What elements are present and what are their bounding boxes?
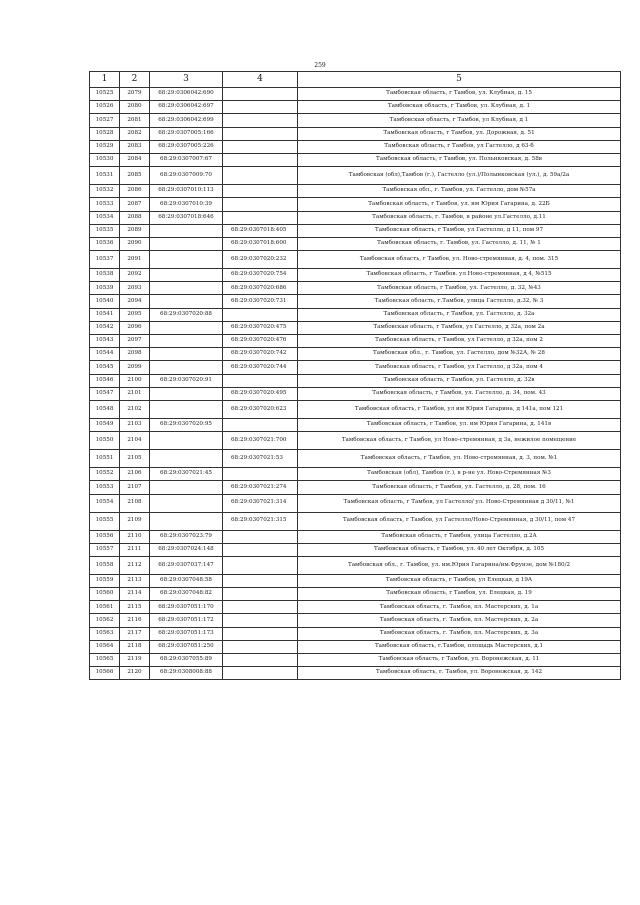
table-row	[90, 588, 621, 601]
premises-cadastral-number-cell	[223, 127, 298, 140]
cadastral-number-cell	[150, 295, 223, 308]
object-id-cell: 2117	[120, 627, 150, 640]
row-number-cell: 10542	[90, 321, 120, 334]
table-row	[90, 348, 621, 361]
object-id-cell: 2097	[120, 335, 150, 348]
row-number-cell: 10538	[90, 269, 120, 282]
address-cell: Тамбовская область, г Тамбов, улица Гастелло, д.2А	[298, 530, 621, 543]
premises-cadastral-number-cell	[223, 468, 298, 481]
address-cell: Тамбовская область, г Тамбов, ул. Воронежская, д. 11	[298, 654, 621, 667]
row-number-cell: 10563	[90, 627, 120, 640]
object-id-cell: 2095	[120, 308, 150, 321]
premises-cadastral-number-cell: 68:29:0307018:600	[223, 237, 298, 250]
row-number-cell: 10553	[90, 481, 120, 494]
object-id-cell: 2105	[120, 450, 150, 468]
row-number-cell: 10532	[90, 185, 120, 198]
address-cell: Тамбовская область, г Тамбов, ул. Ново-стремянная, д. 4, пом. 315	[298, 251, 621, 269]
cadastral-number-cell: 68:29:0307009:70	[150, 167, 223, 185]
cadastral-number-cell: 68:29:0306042:699	[150, 114, 223, 127]
address-cell: Тамбовская область, г Тамбов, ул. Гастелло, д. 32, №43	[298, 282, 621, 295]
address-cell: Тамбовская область, г Тамбов, ул Ново-стремянная, д 3а, нежилое помещение	[298, 432, 621, 450]
cadastral-number-cell	[150, 335, 223, 348]
table-row	[90, 308, 621, 321]
premises-cadastral-number-cell	[223, 574, 298, 587]
table-row	[90, 237, 621, 250]
row-number-cell: 10526	[90, 101, 120, 114]
premises-cadastral-number-cell	[223, 640, 298, 653]
address-cell: Тамбовская обл., г. Тамбов, ул. Гастелло, дом №57а	[298, 185, 621, 198]
table-row	[90, 295, 621, 308]
object-id-cell: 2108	[120, 494, 150, 512]
cadastral-number-cell	[150, 400, 223, 418]
object-id-cell: 2090	[120, 237, 150, 250]
row-number-cell: 10550	[90, 432, 120, 450]
cadastral-number-cell: 68:29:0307055:89	[150, 654, 223, 667]
address-cell: Тамбовская область, г Тамбов, ул. 40 лет Октября, д. 105	[298, 543, 621, 556]
address-cell: Тамбовская область, г Тамбов, ул Елецкая, д 19А	[298, 574, 621, 587]
table-row	[90, 400, 621, 418]
address-cell: Тамбовская область, г. Тамбов, пл. Мастерских, д. 2а	[298, 614, 621, 627]
object-id-cell: 2083	[120, 140, 150, 153]
table-row	[90, 198, 621, 211]
table-row	[90, 269, 621, 282]
table-row	[90, 627, 621, 640]
address-cell: Тамбовская область, г Тамбов, ул им Юрия Гагарина, д 141а, пом 121	[298, 400, 621, 418]
address-cell: Тамбовская область, г. Тамбов, ул. Гастелло, д. 11, № 1	[298, 237, 621, 250]
premises-cadastral-number-cell	[223, 185, 298, 198]
cadastral-number-cell: 68:29:0307024:148	[150, 543, 223, 556]
table-row	[90, 640, 621, 653]
row-number-cell: 10554	[90, 494, 120, 512]
object-id-cell: 2086	[120, 185, 150, 198]
address-cell: Тамбовская область, г Тамбов, ул Гастелло, д 11, пом 97	[298, 224, 621, 237]
cadastral-number-cell: 68:29:0307020:88	[150, 308, 223, 321]
cadastral-number-cell: 68:29:0307051:250	[150, 640, 223, 653]
object-id-cell: 2091	[120, 251, 150, 269]
table-row	[90, 335, 621, 348]
table-row	[90, 374, 621, 387]
cadastral-number-cell	[150, 450, 223, 468]
address-cell: Тамбовская область, г Тамбов, ул. Ново-стремянная, д. 3, пом. №1	[298, 450, 621, 468]
cadastral-number-cell	[150, 387, 223, 400]
address-cell: Тамбовская область, г Тамбов, ул Гастелло/Ново-Стремянная, д 30/11, пом 47	[298, 512, 621, 530]
row-number-cell: 10545	[90, 361, 120, 374]
table-row	[90, 282, 621, 295]
row-number-cell: 10540	[90, 295, 120, 308]
cadastral-number-cell	[150, 348, 223, 361]
row-number-cell: 10548	[90, 400, 120, 418]
address-cell: Тамбовская обл., г. Тамбов, ул. им.Юрия Гагарина/им.Фрунзе, дом №180/2	[298, 556, 621, 574]
row-number-cell: 10536	[90, 237, 120, 250]
premises-cadastral-number-cell	[223, 211, 298, 224]
object-id-cell: 2087	[120, 198, 150, 211]
row-number-cell: 10533	[90, 198, 120, 211]
address-cell: Тамбовская область, г Тамбов, ул. им Юрия Гагарина, д. 141в	[298, 418, 621, 431]
premises-cadastral-number-cell: 68:29:0307021:314	[223, 494, 298, 512]
table-row	[90, 468, 621, 481]
row-number-cell: 10556	[90, 530, 120, 543]
premises-cadastral-number-cell: 68:29:0307020:744	[223, 361, 298, 374]
premises-cadastral-number-cell	[223, 543, 298, 556]
address-cell: Тамбовская область, г. Тамбов, ул. Воронежская, д. 142	[298, 667, 621, 680]
row-number-cell: 10525	[90, 88, 120, 101]
row-number-cell: 10535	[90, 224, 120, 237]
cadastral-number-cell	[150, 251, 223, 269]
object-id-cell: 2094	[120, 295, 150, 308]
table-row	[90, 481, 621, 494]
column-header-1: 1	[90, 72, 120, 88]
address-cell: Тамбовская (обл),Тамбов (г.), Гастелло (ул.)/Полынковская (ул.), д. 59а/2а	[298, 167, 621, 185]
premises-cadastral-number-cell	[223, 627, 298, 640]
object-id-cell: 2112	[120, 556, 150, 574]
premises-cadastral-number-cell	[223, 374, 298, 387]
row-number-cell: 10560	[90, 588, 120, 601]
row-number-cell: 10565	[90, 654, 120, 667]
cadastral-number-cell: 68:29:0307005:166	[150, 127, 223, 140]
cadastral-number-cell: 68:29:0307020:91	[150, 374, 223, 387]
object-id-cell: 2102	[120, 400, 150, 418]
cadastral-number-cell: 68:29:0307051:170	[150, 601, 223, 614]
cadastral-number-cell: 68:29:0307037:147	[150, 556, 223, 574]
object-id-cell: 2082	[120, 127, 150, 140]
row-number-cell: 10562	[90, 614, 120, 627]
header-row	[90, 72, 621, 88]
premises-cadastral-number-cell	[223, 88, 298, 101]
premises-cadastral-number-cell	[223, 654, 298, 667]
address-cell: Тамбовская область, г Тамбов, ул. Дорожная, д. 51	[298, 127, 621, 140]
premises-cadastral-number-cell: 68:29:0307021:315	[223, 512, 298, 530]
address-cell: Тамбовская область, г. Тамбов, пл. Мастерских, д. 1а	[298, 601, 621, 614]
address-cell: Тамбовская область, г Тамбов. ул Ново-стремянная, д 4, №515	[298, 269, 621, 282]
object-id-cell: 2104	[120, 432, 150, 450]
premises-cadastral-number-cell	[223, 167, 298, 185]
premises-cadastral-number-cell	[223, 140, 298, 153]
object-id-cell: 2111	[120, 543, 150, 556]
row-number-cell: 10543	[90, 335, 120, 348]
cadastral-number-cell	[150, 269, 223, 282]
premises-cadastral-number-cell	[223, 588, 298, 601]
address-cell: Тамбовская область, г Тамбов, ул Гастелло, д 63-б	[298, 140, 621, 153]
table-row	[90, 185, 621, 198]
column-header-5: 5	[298, 72, 621, 88]
cadastral-number-cell: 68:29:0307010:113	[150, 185, 223, 198]
row-number-cell: 10552	[90, 468, 120, 481]
table-row	[90, 211, 621, 224]
cadastral-number-cell: 68:29:0307051:172	[150, 614, 223, 627]
object-id-cell: 2119	[120, 654, 150, 667]
row-number-cell: 10558	[90, 556, 120, 574]
table-row	[90, 127, 621, 140]
row-number-cell: 10559	[90, 574, 120, 587]
premises-cadastral-number-cell: 68:29:0307021:53	[223, 450, 298, 468]
premises-cadastral-number-cell	[223, 153, 298, 166]
cadastral-number-cell	[150, 361, 223, 374]
object-id-cell: 2113	[120, 574, 150, 587]
row-number-cell: 10534	[90, 211, 120, 224]
table-row	[90, 601, 621, 614]
column-header-3: 3	[150, 72, 223, 88]
row-number-cell: 10555	[90, 512, 120, 530]
address-cell: Тамбовская область, г Тамбов, ул. им Юрия Гагарина, д. 22Б	[298, 198, 621, 211]
row-number-cell: 10557	[90, 543, 120, 556]
row-number-cell: 10564	[90, 640, 120, 653]
table-row	[90, 140, 621, 153]
table-row	[90, 512, 621, 530]
cadastral-number-cell: 68:29:0308008:88	[150, 667, 223, 680]
cadastral-number-cell	[150, 237, 223, 250]
premises-cadastral-number-cell: 68:29:0307020:623	[223, 400, 298, 418]
address-cell: Тамбовская (обл), Тамбов (г.), в р-не ул. Ново-Стремянная №3	[298, 468, 621, 481]
address-cell: Тамбовская область, г Тамбов, ул. Клубная, д. 15	[298, 88, 621, 101]
object-id-cell: 2084	[120, 153, 150, 166]
table-row	[90, 667, 621, 680]
object-id-cell: 2109	[120, 512, 150, 530]
cadastral-number-cell: 68:29:0307051:173	[150, 627, 223, 640]
row-number-cell: 10528	[90, 127, 120, 140]
object-id-cell: 2093	[120, 282, 150, 295]
row-number-cell: 10537	[90, 251, 120, 269]
table-row	[90, 153, 621, 166]
address-cell: Тамбовская область, г Тамбов, ул. Гастелло, д. 32а	[298, 308, 621, 321]
premises-cadastral-number-cell	[223, 530, 298, 543]
premises-cadastral-number-cell: 68:29:0307020:495	[223, 387, 298, 400]
object-id-cell: 2081	[120, 114, 150, 127]
page-number: 259	[314, 62, 326, 69]
row-number-cell: 10541	[90, 308, 120, 321]
address-cell: Тамбовская область, г. Тамбов, в районе ул.Гастелло, д.11	[298, 211, 621, 224]
premises-cadastral-number-cell	[223, 614, 298, 627]
address-cell: Тамбовская область, г Тамбов, ул. Польнковская, д. 58в	[298, 153, 621, 166]
premises-cadastral-number-cell: 68:29:0307020:475	[223, 321, 298, 334]
address-cell: Тамбовская область, г Тамбов, ул. Елецкая, д. 19	[298, 588, 621, 601]
object-id-cell: 2115	[120, 601, 150, 614]
row-number-cell: 10547	[90, 387, 120, 400]
column-header-2: 2	[120, 72, 150, 88]
premises-cadastral-number-cell	[223, 198, 298, 211]
object-id-cell: 2096	[120, 321, 150, 334]
premises-cadastral-number-cell: 68:29:0307021:274	[223, 481, 298, 494]
cadastral-number-cell	[150, 432, 223, 450]
object-id-cell: 2088	[120, 211, 150, 224]
cadastral-number-cell	[150, 481, 223, 494]
row-number-cell: 10527	[90, 114, 120, 127]
row-number-cell: 10546	[90, 374, 120, 387]
premises-cadastral-number-cell	[223, 601, 298, 614]
address-cell: Тамбовская область, г.Тамбов, площадь Мастерских, д.1	[298, 640, 621, 653]
table-row	[90, 88, 621, 101]
object-id-cell: 2110	[120, 530, 150, 543]
object-id-cell: 2098	[120, 348, 150, 361]
cadastral-number-cell: 68:29:0307048:82	[150, 588, 223, 601]
column-header-4: 4	[223, 72, 298, 88]
table-row	[90, 321, 621, 334]
cadastral-number-cell: 68:29:0306042:697	[150, 101, 223, 114]
premises-cadastral-number-cell: 68:29:0307020:731	[223, 295, 298, 308]
premises-cadastral-number-cell	[223, 114, 298, 127]
cadastral-number-cell	[150, 224, 223, 237]
premises-cadastral-number-cell: 68:29:0307020:476	[223, 335, 298, 348]
cadastral-number-cell: 68:29:0307048:58	[150, 574, 223, 587]
table-row	[90, 101, 621, 114]
row-number-cell: 10566	[90, 667, 120, 680]
table-row	[90, 543, 621, 556]
object-id-cell: 2103	[120, 418, 150, 431]
table-row	[90, 574, 621, 587]
object-id-cell: 2107	[120, 481, 150, 494]
cadastral-number-cell: 68:29:0307005:226	[150, 140, 223, 153]
premises-cadastral-number-cell	[223, 101, 298, 114]
table-row	[90, 654, 621, 667]
row-number-cell: 10530	[90, 153, 120, 166]
row-number-cell: 10529	[90, 140, 120, 153]
object-id-cell: 2089	[120, 224, 150, 237]
table-row	[90, 361, 621, 374]
cadastral-number-cell: 68:29:0307020:95	[150, 418, 223, 431]
table-body	[90, 88, 621, 680]
premises-cadastral-number-cell	[223, 556, 298, 574]
cadastral-number-cell: 68:29:0307021:45	[150, 468, 223, 481]
row-number-cell: 10544	[90, 348, 120, 361]
cadastral-number-cell: 68:29:0307018:646	[150, 211, 223, 224]
premises-cadastral-number-cell	[223, 418, 298, 431]
address-cell: Тамбовская область, г.Тамбов, улица Гастелло, д.32, № 3	[298, 295, 621, 308]
table-row	[90, 114, 621, 127]
cadastral-number-cell: 68:29:0307023:79	[150, 530, 223, 543]
premises-cadastral-number-cell	[223, 667, 298, 680]
table-row	[90, 167, 621, 185]
row-number-cell: 10549	[90, 418, 120, 431]
object-id-cell: 2118	[120, 640, 150, 653]
table-row	[90, 530, 621, 543]
object-id-cell: 2079	[120, 88, 150, 101]
row-number-cell: 10531	[90, 167, 120, 185]
object-id-cell: 2120	[120, 667, 150, 680]
address-cell: Тамбовская область, г Тамбов, ул Гастелло, д 32а, пом 2	[298, 335, 621, 348]
object-id-cell: 2101	[120, 387, 150, 400]
table-row	[90, 614, 621, 627]
row-number-cell: 10539	[90, 282, 120, 295]
premises-cadastral-number-cell: 68:29:0307020:232	[223, 251, 298, 269]
table-row	[90, 556, 621, 574]
table-row	[90, 450, 621, 468]
cadastral-number-cell	[150, 321, 223, 334]
premises-cadastral-number-cell: 68:29:0307020:742	[223, 348, 298, 361]
cadastral-number-cell	[150, 494, 223, 512]
object-id-cell: 2114	[120, 588, 150, 601]
address-cell: Тамбовская область, г Тамбов, ул Гастелло, д 32а, пом 4	[298, 361, 621, 374]
address-cell: Тамбовская область, г Тамбов, ул. Гастелло, д. 28, пом. 16	[298, 481, 621, 494]
object-id-cell: 2080	[120, 101, 150, 114]
cadastral-number-cell	[150, 512, 223, 530]
cadastral-number-cell: 68:29:0307010:39	[150, 198, 223, 211]
row-number-cell: 10551	[90, 450, 120, 468]
address-cell: Тамбовская область, г Тамбов, ул Гастелло/ ул. Ново-Стремянная д 30/11, №1	[298, 494, 621, 512]
object-id-cell: 2106	[120, 468, 150, 481]
address-cell: Тамбовская область, г Тамбов, ул. Гастелло, д. 34, пом. 43	[298, 387, 621, 400]
row-number-cell: 10561	[90, 601, 120, 614]
table-row	[90, 432, 621, 450]
premises-cadastral-number-cell: 68:29:0307021:700	[223, 432, 298, 450]
object-id-cell: 2099	[120, 361, 150, 374]
table-row	[90, 494, 621, 512]
address-cell: Тамбовская область, г Тамбов, ул Клубная, д 1	[298, 114, 621, 127]
premises-cadastral-number-cell: 68:29:0307018:405	[223, 224, 298, 237]
cadastral-number-cell: 68:29:0306042:690	[150, 88, 223, 101]
table-row	[90, 224, 621, 237]
object-id-cell: 2100	[120, 374, 150, 387]
address-cell: Тамбовская область, г. Тамбов, пл. Мастерских, д. 3а	[298, 627, 621, 640]
cadastral-number-cell	[150, 282, 223, 295]
object-id-cell: 2116	[120, 614, 150, 627]
address-cell: Тамбовская область, г Тамбов, ул Гастелло, д 32а, пом 2а	[298, 321, 621, 334]
table-row	[90, 251, 621, 269]
object-id-cell: 2085	[120, 167, 150, 185]
premises-cadastral-number-cell: 68:29:0307020:754	[223, 269, 298, 282]
premises-cadastral-number-cell: 68:29:0307020:686	[223, 282, 298, 295]
registry-table	[89, 71, 621, 680]
table-row	[90, 418, 621, 431]
address-cell: Тамбовская обл., г. Тамбов, ул. Гастелло, дом №32А, № 28	[298, 348, 621, 361]
cadastral-number-cell: 68:29:0307007:67	[150, 153, 223, 166]
address-cell: Тамбовская область, г Тамбов, ул. Клубная, д. 1	[298, 101, 621, 114]
object-id-cell: 2092	[120, 269, 150, 282]
address-cell: Тамбовская область, г Тамбов, ул. Гастелло, д. 32в	[298, 374, 621, 387]
premises-cadastral-number-cell	[223, 308, 298, 321]
table-row	[90, 387, 621, 400]
